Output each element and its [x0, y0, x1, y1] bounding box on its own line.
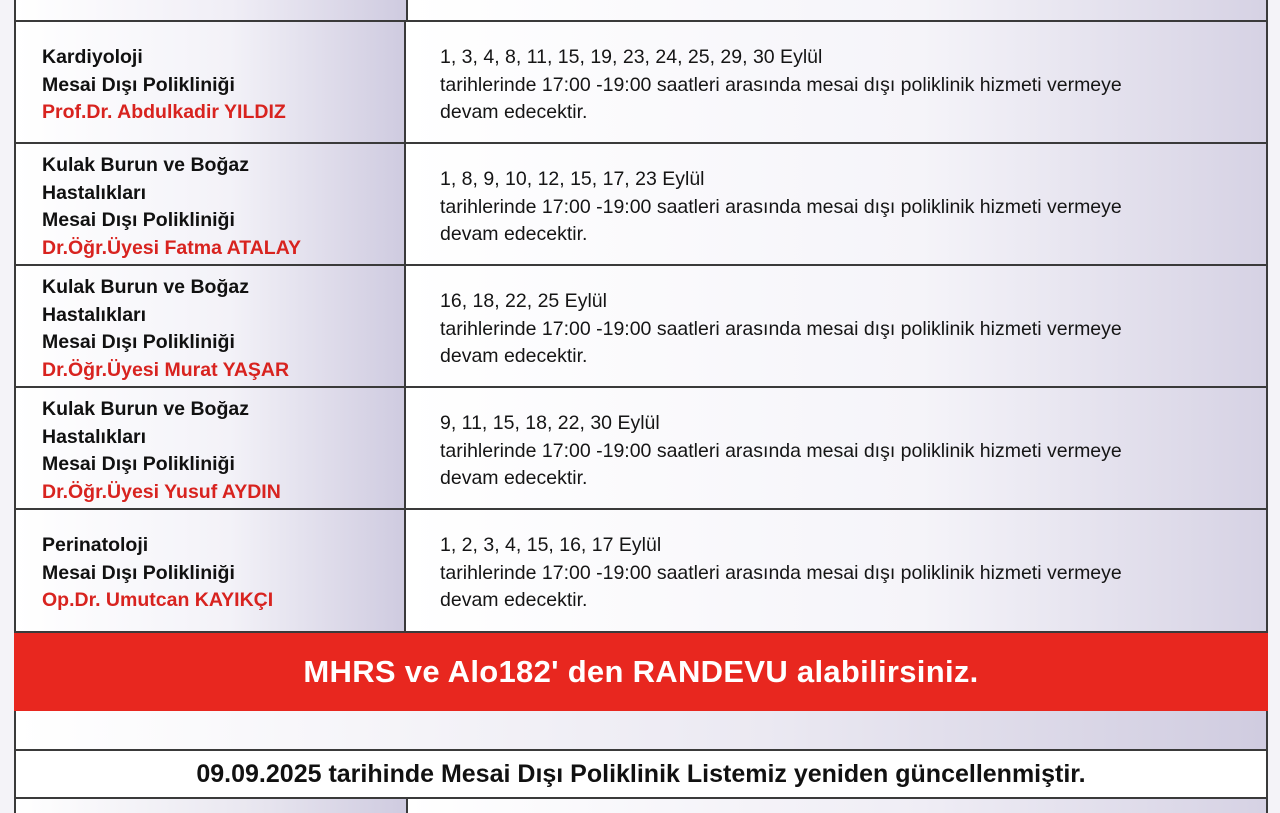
schedule-dates: 9, 11, 15, 18, 22, 30 Eylül — [440, 412, 660, 434]
appointment-banner — [14, 633, 1268, 711]
schedule-cell — [406, 388, 1268, 508]
doctor-name: Dr.Öğr.Üyesi Yusuf AYDIN — [42, 480, 281, 503]
previous-row-fragment — [14, 0, 1268, 22]
clinic-name: Hastalıkları — [42, 425, 147, 448]
schedule-dates: 1, 3, 4, 8, 11, 15, 19, 23, 24, 25, 29, 30 Eylül — [440, 46, 823, 68]
clinic-name: Hastalıkları — [42, 303, 147, 326]
clinic-name: Kardiyoloji — [42, 46, 143, 68]
update-notice-row — [14, 751, 1268, 799]
schedule-note: devam edecektir. — [440, 223, 588, 245]
schedule-cell — [406, 144, 1268, 264]
schedule-dates: 16, 18, 22, 25 Eylül — [440, 290, 607, 312]
clinic-name: Kulak Burun ve Boğaz — [42, 154, 249, 176]
update-notice-text: 09.09.2025 tarihinde Mesai Dışı Poliklinik Listemiz yeniden güncellenmiştir. — [196, 759, 1086, 788]
schedule-cell — [406, 266, 1268, 386]
appointment-banner-text: MHRS ve Alo182' den RANDEVU alabilirsiniz. — [303, 654, 979, 689]
doctor-name: Dr.Öğr.Üyesi Murat YAŞAR — [42, 358, 290, 381]
clinic-row — [14, 144, 1268, 266]
clinic-name: Mesai Dışı Polikliniği — [42, 561, 235, 584]
clinic-name: Mesai Dışı Polikliniği — [42, 453, 235, 475]
clinic-name: Perinatoloji — [42, 534, 149, 556]
spacer-row — [14, 711, 1268, 751]
schedule-note: devam edecektir. — [440, 467, 588, 489]
clinic-cell — [14, 144, 406, 264]
schedule-note: devam edecektir. — [440, 589, 588, 611]
clinic-cell — [14, 388, 406, 508]
clinic-name: Mesai Dışı Polikliniği — [42, 209, 235, 231]
clinic-row — [14, 22, 1268, 144]
schedule-dates: 1, 2, 3, 4, 15, 16, 17 Eylül — [440, 534, 662, 556]
doctor-name: Dr.Öğr.Üyesi Fatma ATALAY — [42, 236, 301, 259]
clinic-name: Mesai Dışı Polikliniği — [42, 73, 235, 96]
next-row-fragment — [14, 799, 1268, 813]
clinic-row — [14, 510, 1268, 633]
schedule-note: tarihlerinde 17:00 -19:00 saatleri arasında mesai dışı poliklinik hizmeti vermeye — [440, 73, 1122, 96]
schedule-note: devam edecektir. — [440, 345, 588, 367]
schedule-note: tarihlerinde 17:00 -19:00 saatleri arasında mesai dışı poliklinik hizmeti vermeye — [440, 439, 1122, 462]
schedule-dates: 1, 8, 9, 10, 12, 15, 17, 23 Eylül — [440, 168, 705, 190]
clinic-name: Kulak Burun ve Boğaz — [42, 276, 249, 298]
clinic-cell — [14, 22, 406, 142]
clinic-row — [14, 266, 1268, 388]
schedule-note: tarihlerinde 17:00 -19:00 saatleri arasında mesai dışı poliklinik hizmeti vermeye — [440, 317, 1122, 340]
schedule-note: tarihlerinde 17:00 -19:00 saatleri arasında mesai dışı poliklinik hizmeti vermeye — [440, 561, 1122, 584]
clinic-cell — [14, 510, 406, 631]
doctor-name: Op.Dr. Umutcan KAYIKÇI — [42, 589, 274, 611]
schedule-note: devam edecektir. — [440, 101, 588, 123]
schedule-cell — [406, 510, 1268, 631]
clinic-name: Mesai Dışı Polikliniği — [42, 331, 235, 353]
clinic-name: Kulak Burun ve Boğaz — [42, 398, 249, 420]
clinic-name: Hastalıkları — [42, 181, 147, 204]
doctor-name: Prof.Dr. Abdulkadir YILDIZ — [42, 101, 286, 123]
schedule-cell — [406, 22, 1268, 142]
clinic-cell — [14, 266, 406, 386]
schedule-note: tarihlerinde 17:00 -19:00 saatleri arasında mesai dışı poliklinik hizmeti vermeye — [440, 195, 1122, 218]
clinic-row — [14, 388, 1268, 510]
